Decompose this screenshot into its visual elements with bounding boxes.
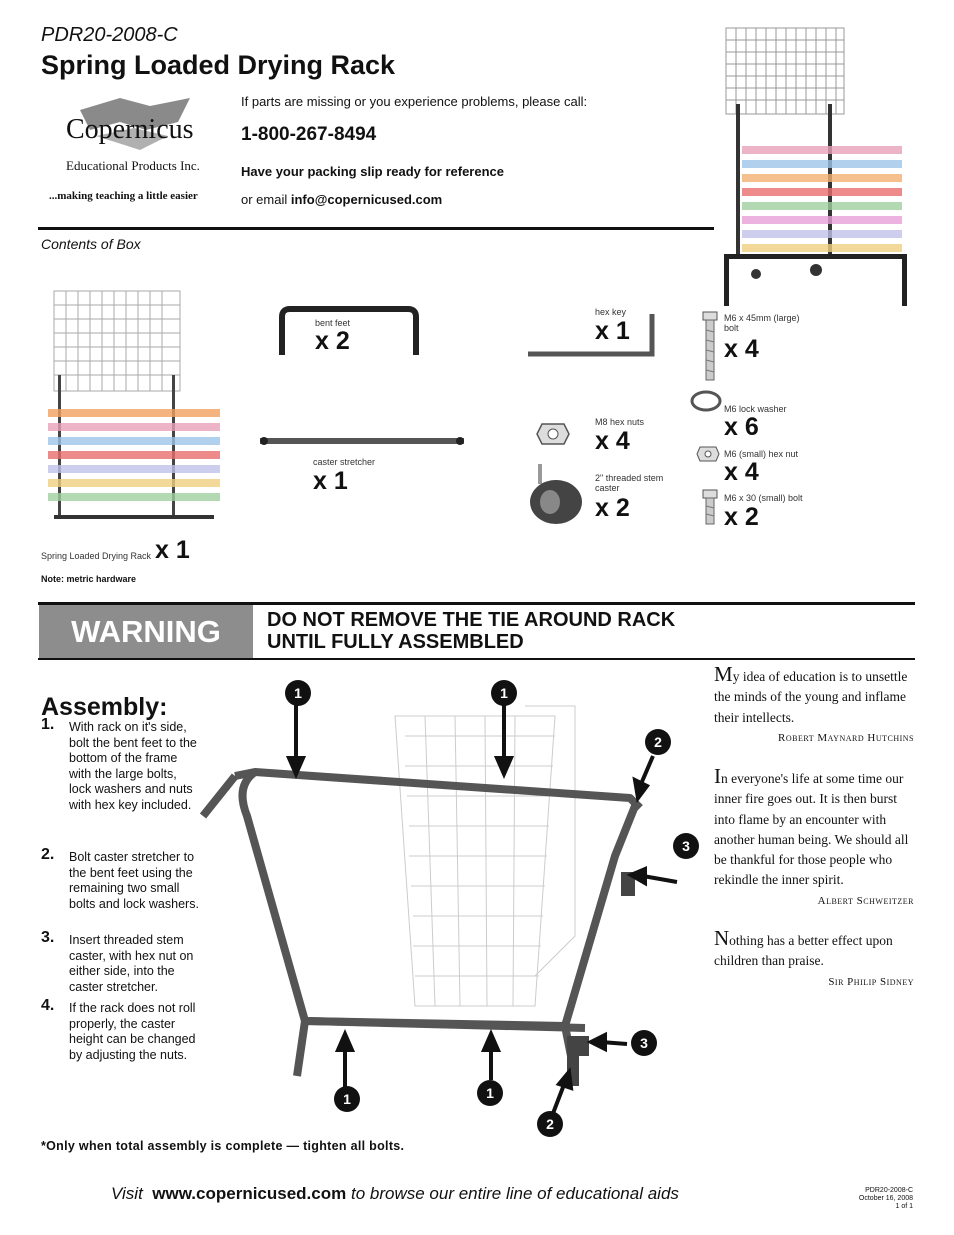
page-title: Spring Loaded Drying Rack <box>41 50 396 80</box>
metric-note: Note: metric hardware <box>41 574 137 584</box>
caster-icon <box>520 462 586 528</box>
hex-key-icon <box>524 310 662 362</box>
doc-date: October 16, 2008 <box>858 1195 913 1202</box>
quote-author: Robert Maynard Hutchins <box>778 731 914 744</box>
diagram-marker: 3 <box>673 833 699 859</box>
bent-feet-qty: x 2 <box>315 327 350 355</box>
quotes-column <box>714 664 914 1004</box>
hex-nuts-label: M8 hex nuts <box>595 417 645 427</box>
quote-text: n everyone's life at some time our inner fire goes out. It is then burst into flame by an encounter with another human being. We should all be thankful for those people who rekindle the inner spirit. <box>714 771 909 888</box>
step-text: With rack on it's side, bolt the bent feet to the bottom of the frame with the large bolts, lock washers and nuts with hex key included. <box>69 720 197 812</box>
lock-washer-label: M6 lock washer <box>724 404 787 414</box>
quote-drop-cap: N <box>714 926 730 950</box>
assembly-step-4 <box>41 997 201 1063</box>
doc-id: PDR20-2008-C <box>865 1187 913 1194</box>
diagram-marker: 1 <box>334 1086 360 1112</box>
diagram-marker: 1 <box>491 680 517 706</box>
large-bolt-qty: x 4 <box>724 335 759 363</box>
email-line <box>241 192 442 207</box>
quote-drop-cap: I <box>714 764 721 788</box>
diagram-marker: 2 <box>537 1111 563 1137</box>
small-hex-nut-label: M6 (small) hex nut <box>724 449 799 459</box>
assembly-diagram <box>195 676 705 1146</box>
small-hex-nut-qty: x 4 <box>724 458 759 486</box>
diagram-marker: 1 <box>285 680 311 706</box>
contact-intro: If parts are missing or you experience problems, please call: <box>241 94 588 109</box>
doc-id-block <box>845 1187 913 1211</box>
step-number: 4. <box>41 997 55 1014</box>
step-number: 2. <box>41 846 55 863</box>
quote-text: y idea of education is to unsettle the minds of the young and inflame their intellects. <box>714 669 908 725</box>
contents-heading: Contents of Box <box>41 236 141 252</box>
diagram-marker: 3 <box>631 1030 657 1056</box>
rack-qty: x 1 <box>155 536 190 564</box>
lock-washer-qty: x 6 <box>724 413 759 441</box>
email-link[interactable]: info@copernicused.com <box>290 192 443 207</box>
caster-stretcher-qty: x 1 <box>313 467 348 495</box>
caster-stretcher-label: caster stretcher <box>313 457 376 467</box>
large-bolt-icon <box>700 310 720 382</box>
step-number: 3. <box>41 929 55 946</box>
hex-key-qty: x 1 <box>595 317 630 345</box>
hex-nuts-qty: x 4 <box>595 427 630 455</box>
caster-qty: x 2 <box>595 494 630 522</box>
rack-label: Spring Loaded Drying Rack <box>41 551 152 561</box>
hex-nut-icon <box>536 422 570 446</box>
step-text: If the rack does not roll properly, the caster height can be changed by adjusting the nuts. <box>69 1001 196 1062</box>
warning-text <box>267 609 767 653</box>
step-text: Insert threaded stem caster, with hex nut on either side, into the caster stretcher. <box>69 933 194 994</box>
quote-3 <box>714 928 914 992</box>
large-bolt-label: M6 x 45mm (large) bolt <box>724 313 800 333</box>
footer-rest: to browse our entire line of educational aids <box>350 1184 679 1203</box>
warning-line-1: DO NOT REMOVE THE TIE AROUND RACK <box>267 609 676 631</box>
quote-text: othing has a better effect upon children than praise. <box>714 933 893 969</box>
warning-badge: WARNING <box>39 605 253 658</box>
step-text: Bolt caster stretcher to the bent feet using the remaining two small bolts and lock washers. <box>69 850 199 911</box>
small-bolt-label: M6 x 30 (small) bolt <box>724 493 803 503</box>
logo-subtitle: Educational Products Inc. <box>66 158 200 173</box>
phone-number: 1-800-267-8494 <box>241 124 377 145</box>
caster-stretcher-icon <box>258 434 466 450</box>
quote-author: Sir Philip Sidney <box>828 975 914 988</box>
quote-2 <box>714 766 914 911</box>
quote-drop-cap: M <box>714 662 733 686</box>
step-number: 1. <box>41 716 55 733</box>
footer-visit <box>111 1184 679 1204</box>
logo-wordmark: Copernicus <box>66 114 194 145</box>
assembly-step-3 <box>41 929 201 995</box>
footer-url-link[interactable]: www.copernicused.com <box>152 1184 347 1203</box>
assembly-title: Assembly: <box>41 693 168 721</box>
warning-bottom-rule <box>38 658 915 660</box>
email-prefix: or email <box>241 192 288 207</box>
footer-visit-word: Visit <box>111 1184 143 1203</box>
warning-line-2: UNTIL FULLY ASSEMBLED <box>267 631 524 653</box>
diagram-marker: 2 <box>645 729 671 755</box>
rack-photo <box>44 285 254 540</box>
model-number: PDR20-2008-C <box>41 24 178 46</box>
lock-washer-icon <box>690 390 722 412</box>
hex-key-label: hex key <box>595 307 627 317</box>
small-bolt-icon <box>700 488 720 526</box>
packing-slip-note: Have your packing slip ready for reference <box>241 164 504 179</box>
small-hex-nut-icon <box>696 446 720 462</box>
assembly-step-2 <box>41 846 201 912</box>
bent-feet-label: bent feet <box>315 318 351 328</box>
header-divider <box>38 227 714 230</box>
assembly-step-1 <box>41 716 201 814</box>
final-tighten-note: *Only when total assembly is complete — tighten all bolts. <box>41 1139 405 1153</box>
logo-tagline: ...making teaching a little easier <box>49 190 198 202</box>
caster-label: 2" threaded stem caster <box>595 473 664 493</box>
rack-photo-top <box>716 22 916 312</box>
quote-author: Albert Schweitzer <box>817 894 914 907</box>
quote-1 <box>714 664 914 748</box>
diagram-marker: 1 <box>477 1080 503 1106</box>
doc-page: 1 of 1 <box>895 1203 913 1210</box>
small-bolt-qty: x 2 <box>724 503 759 531</box>
